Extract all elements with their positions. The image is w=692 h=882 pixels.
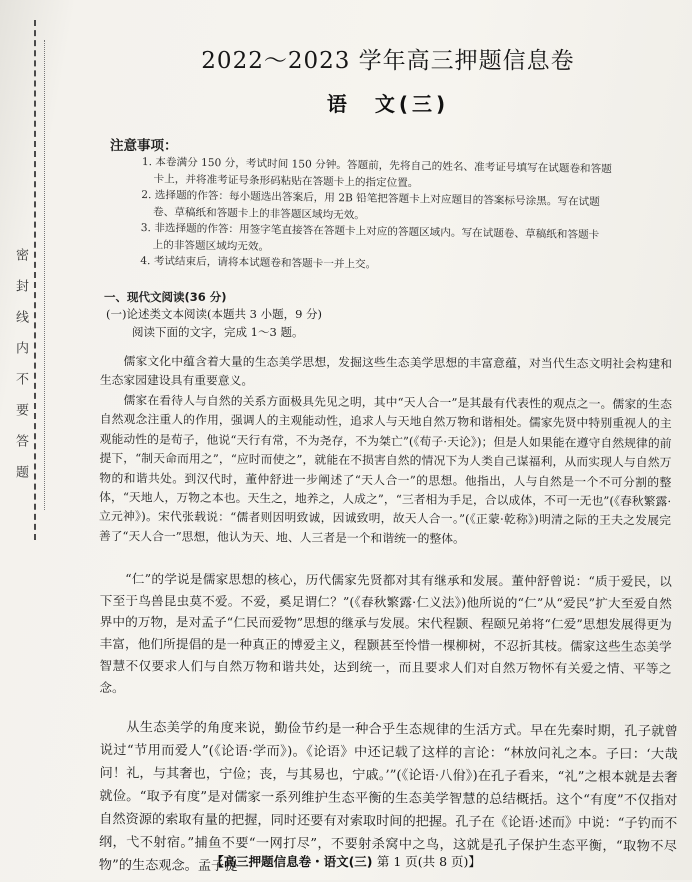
- seal-line-text: 密封线内不要答题: [13, 248, 28, 496]
- page-number: 第 1 页(共 8 页)】: [376, 854, 481, 869]
- notice-item-text: 4. 考试结束后，请将本试题卷和答题卡一并上交。: [140, 254, 377, 271]
- subject-title: 语 文(三): [326, 92, 450, 116]
- notice-item-cont: 卷、草稿纸和答题卡上的非答题区域均无效。: [153, 205, 366, 222]
- seal-dotted-line: [44, 40, 45, 510]
- notice-item-text: 3. 非选择题的作答：用签字笔直接答在答题卡上对应的答题区域内。写在试题卷、草稿纸和答题卡: [140, 221, 600, 242]
- section-heading: 一、现代文阅读(36 分): [104, 290, 227, 304]
- passage-paragraph: [99, 391, 672, 551]
- subsection-heading: (一)论述类文本阅读(本题共 3 小题，9 分): [106, 307, 323, 321]
- notice-list: [140, 154, 668, 278]
- paragraph-text: “仁”的学说是儒家思想的核心，历代儒家先贤都对其有继承和发展。董仲舒曾说：“质于爱民，以下至于鸟兽昆虫莫不爱。不爱，奚足谓仁？”(《春秋繁露·仁义法》)他所说的“仁”从“爱民”扩大至爱自然界中的万物，是对孟子“仁民而爱物”思想的继承与发展。宋代程颢、程颐兄弟将“仁爱”思想发展得更为丰富，他们所提倡的是一种真正的博爱主义，程颢甚至怜惜一棵柳树，不忍折其枝。儒家这些生态美学智慧不仅要求人们与自然万物和谐共处，达到统一，而且要求人们对自然万物怀有关爱之情、平等之念。: [99, 571, 672, 695]
- passage-paragraph: [100, 352, 672, 393]
- notice-item-cont: 卡上，并将准考证号条形码粘贴在答题卡上的指定位置。: [153, 172, 419, 189]
- binding-margin: [0, 0, 70, 880]
- paragraph-text: 儒家在看待人与自然的关系方面极具先见之明，其中“天人合一”是其最有代表性的观点之一。儒家的生态自然观念注重人的作用，强调人的主观能动性，追求人与天地自然万物和谐相处。儒家先贤中特别重视人的主观能动性的是荀子，他说“天行有常，不为尧存，不为桀亡”(《荀子·天论》)；但是人如果能在遵守自然规律的前提下，“制天命而用之”，“应时而使之”，就能在不损害自然的情况下为人类自己谋福利，从而实现人与自然万物的和谐共处。到汉代时，董仲舒进一步阐述了“天人合一”的思想。他指出，人与自然是一个不可分割的整体，“天地人，万物之本也。天生之，地养之，人成之”，“三者相为手足，合以成体，不可一无也”(《春秋繁露·立元神》)。宋代张载说：“儒者则因明致诚，因诚致明，故天人合一。”(《正蒙·乾称》)明清之际的王夫之发展完善了“天人合一”思想，他认为天、地、人三者是一个和谐统一的整体。: [98, 393, 672, 546]
- exam-title: 2022～2023 学年高三押题信息卷: [201, 48, 575, 74]
- paragraph-text: 从生态美学的角度来说，勤俭节约是一种合乎生态规律的生活方式。早在先秦时期，孔子就曾说过“节用而爱人”(《论语·学而》)。《论语》中还记载了这样的言论：“林放问礼之本。子曰：‘大哉问！礼，与其奢也，宁俭；丧，与其易也，宁戚。’”(《论语·八佾》)在孔子看来，“礼”之根本就是去奢就俭。“取予有度”是对儒家一系列维护生态平衡的生态美学智慧的总结概括。这个“有度”不仅指对自然资源的索取有量的把握，同时还要有对索取时间的把握。孔子在《论语·述而》中说：“子钓而不纲，弋不射宿。”捕鱼不要“一网打尽”，不要射杀窝中之鸟，这就是孔子保护生态平衡，“取物不尽物”的生态观念。孟子提: [98, 720, 678, 875]
- reading-instruction: 阅读下面的文字，完成 1～3 题。: [132, 325, 304, 339]
- notice-title: 注意事项：: [110, 138, 178, 154]
- page-footer: [0, 852, 692, 870]
- notice-item-text: 1. 本卷满分 150 分，考试时间 150 分钟。答题前，先将自己的姓名、准考证号填写在试题卷和答题: [141, 155, 612, 176]
- seal-dashed-line: [34, 20, 36, 540]
- passage-paragraph: [99, 568, 672, 701]
- notice-item-text: 2. 选择题的作答：每小题选出答案后，用 2B 铅笔把答题卡上对应题目的答案标号涂黑。写在试题: [141, 188, 600, 209]
- notice-item-cont: 上的非答题区域均无效。: [152, 238, 270, 253]
- paragraph-text: 儒家文化中蕴含着大量的生态美学思想，发掘这些生态美学思想的丰富意蕴，对当代生态文明社会构建和生态家园建设具有重要意义。: [99, 354, 672, 388]
- footer-label: 【高三押题信息卷・语文(三): [211, 854, 373, 869]
